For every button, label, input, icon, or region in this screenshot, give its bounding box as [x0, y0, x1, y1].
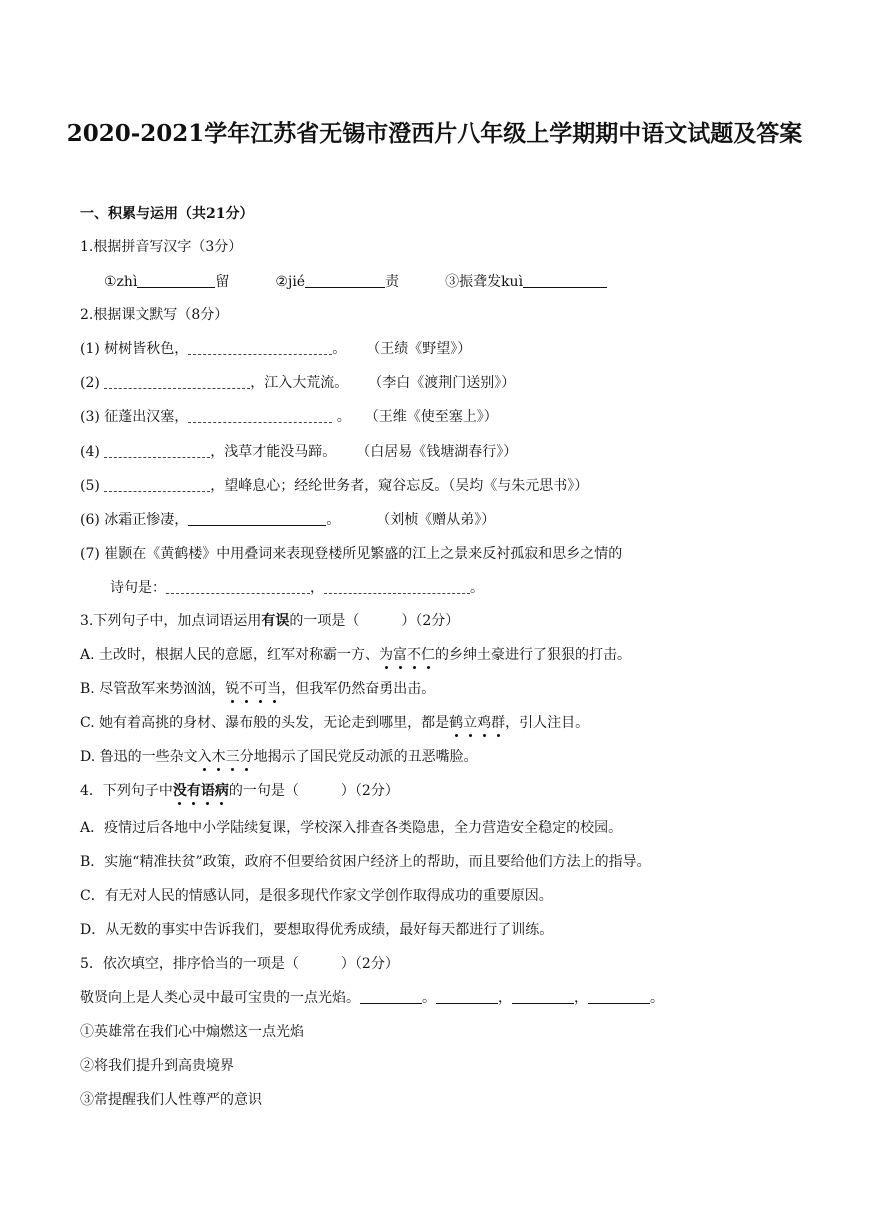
q5-item-3: ③常提醒我们人性尊严的意识 [80, 1092, 262, 1108]
answer-blank[interactable] [188, 339, 332, 355]
item-text: ，望峰息心；经纶世务者，窥谷忘反。 [210, 478, 449, 494]
item-text: ，浅草才能没马蹄。 [210, 444, 337, 460]
dotted-char: 仁 [421, 647, 436, 663]
item-source: （白居易《钱塘湖春行》） [356, 444, 518, 460]
item-source: （刘桢《赠从弟》） [376, 512, 496, 528]
punctuation: ， [574, 990, 588, 1006]
dotted-char: 鹤 [449, 715, 464, 731]
dotted-char: 可 [253, 681, 268, 697]
dotted-char: 为 [379, 647, 394, 663]
q3-option-d[interactable] [80, 747, 478, 767]
q5-item-2: ②将我们提升到高贵境界 [80, 1058, 234, 1074]
q1-a-label: ①zhì [104, 274, 138, 290]
q5-lead [80, 988, 664, 1008]
option-text: D. 鲁迅的一些杂文 [80, 749, 198, 765]
q4-option-d[interactable]: D．从无数的事实中告诉我们，要想取得优秀成绩，最好每天都进行了训练。 [80, 922, 554, 938]
dotted-char: 不 [239, 681, 254, 697]
q1-stem: 1.根据拼音写汉字（3分） [80, 239, 243, 255]
q2-item-4 [80, 442, 517, 462]
answer-blank[interactable] [188, 510, 326, 526]
q2-item-5 [80, 476, 588, 496]
stem-text: 4．下列句子中 [80, 783, 173, 799]
q1-b-label: ②jié [275, 274, 306, 290]
dotted-word [379, 647, 435, 663]
item-text: 。 [326, 512, 341, 528]
section-heading: 一、积累与运用（共21分） [80, 206, 254, 222]
item-number: (1) [80, 341, 100, 357]
item-source: （吴均《与朱元思书》） [448, 478, 589, 494]
item-text: ， [310, 580, 324, 596]
item-text: 。 [332, 341, 347, 357]
item-number: (2) [80, 375, 100, 391]
q2-item-7 [80, 544, 622, 564]
q1-a-blank[interactable] [137, 272, 215, 288]
item-number: (3) [80, 409, 100, 425]
q1-c-label: ③振聋发kuì [445, 274, 524, 290]
lead-text: 敬贤向上是人类心灵中最可宝贵的一点光焰。 [80, 990, 360, 1006]
item-number: (5) [80, 478, 100, 494]
answer-blank[interactable] [512, 988, 574, 1004]
item-text: 崔颢在《黄鹤楼》中用叠词来表现登楼所见繁盛的江上之景来反衬孤寂和思乡之情的 [104, 546, 623, 562]
q4-option-b[interactable]: B．实施“精准扶贫”政策，政府不但要给贫困户经济上的帮助，而且要给他们方法上的指导。 [80, 854, 651, 870]
stem-text: 3.下列句子中，加点词语运用 [80, 613, 262, 629]
item-number: (6) [80, 512, 100, 528]
stem-text: 的一项是（ ）（2分） [289, 613, 460, 629]
punctuation: ， [498, 990, 512, 1006]
dotted-char: 当 [267, 681, 282, 697]
dotted-char: 入 [197, 749, 212, 765]
answer-blank[interactable] [104, 373, 250, 389]
option-text: B. 尽管敌军来势汹汹， [80, 681, 226, 697]
q1-b-tail: 责 [385, 274, 400, 290]
dotted-char: 群 [491, 715, 506, 731]
dotted-char: 锐 [225, 681, 240, 697]
answer-blank[interactable] [436, 988, 498, 1004]
dotted-word [198, 749, 254, 765]
q1-b-blank[interactable] [305, 272, 385, 288]
q2-item-1 [80, 339, 471, 359]
q2-item-3 [80, 407, 498, 427]
punctuation: 。 [650, 990, 664, 1006]
dotted-char: 木 [211, 749, 226, 765]
item-text: 。 [470, 580, 484, 596]
q4-option-c[interactable]: C．有无对人民的情感认同，是很多现代作家文学创作取得成功的重要原因。 [80, 888, 553, 904]
q5-item-1: ①英雄常在我们心中煽燃这一点光焰 [80, 1024, 304, 1040]
stem-emphasis: 有误 [261, 613, 290, 629]
q2-stem: 2.根据课文默写（8分） [80, 307, 229, 323]
dotted-char: 没 [172, 783, 187, 799]
stem-text: 的一句是（ ）（2分） [228, 783, 399, 799]
dotted-char: 有 [186, 783, 201, 799]
q2-item-2 [80, 373, 515, 393]
q3-option-a[interactable] [80, 645, 631, 665]
q3-option-c[interactable] [80, 713, 589, 733]
answer-blank[interactable] [588, 988, 650, 1004]
q1-a-tail: 留 [215, 274, 230, 290]
answer-blank[interactable] [166, 578, 310, 594]
q1-c-blank[interactable] [523, 272, 607, 288]
q4-stem [80, 781, 399, 801]
punctuation: 。 [422, 990, 436, 1006]
q3-option-b[interactable] [80, 679, 435, 699]
q1-items [104, 272, 607, 292]
answer-blank[interactable] [188, 407, 332, 423]
item-text: 冰霜正惨凄， [104, 512, 189, 528]
item-number: (7) [80, 546, 100, 562]
answer-blank[interactable] [324, 578, 470, 594]
answer-blank[interactable] [104, 476, 210, 492]
option-text: C. 她有着高挑的身材、瀑布般的头发，无论走到哪里，都是 [80, 715, 450, 731]
option-text: ，但我军仍然奋勇出击。 [281, 681, 436, 697]
dotted-word [225, 681, 281, 697]
answer-blank[interactable] [104, 442, 210, 458]
item-text: 。 [336, 409, 351, 425]
item-number: (4) [80, 444, 100, 460]
dotted-char: 三 [225, 749, 240, 765]
dotted-char: 不 [407, 647, 422, 663]
option-text: ，引人注目。 [505, 715, 590, 731]
item-text: 树树皆秋色， [104, 341, 189, 357]
item-text: 征蓬出汉塞， [104, 409, 189, 425]
dotted-char: 富 [393, 647, 408, 663]
q3-stem [80, 611, 459, 631]
dotted-word [449, 715, 505, 731]
item-text: ，江入大荒流。 [250, 375, 349, 391]
stem-emphasis [173, 783, 229, 799]
q4-option-a[interactable]: A．疫情过后各地中小学陆续复课，学校深入排查各类隐患，全力营造安全稳定的校园。 [80, 820, 623, 836]
q5-stem: 5．依次填空，排序恰当的一项是（ ）（2分） [80, 956, 399, 972]
dotted-char: 鸡 [477, 715, 492, 731]
q2-item-7-answer [110, 578, 484, 598]
option-text: 地揭示了国民党反动派的丑恶嘴脸。 [253, 749, 478, 765]
dotted-char: 病 [214, 783, 229, 799]
item-text: 诗句是： [110, 580, 166, 596]
dotted-char: 语 [200, 783, 215, 799]
item-source: （王维《使至塞上》） [364, 409, 498, 425]
dotted-char: 分 [239, 749, 254, 765]
option-text: 的乡绅土豪进行了狠狠的打击。 [435, 647, 632, 663]
item-source: （李白《渡荆门送别》） [368, 375, 516, 391]
item-source: （王绩《野望》） [366, 341, 472, 357]
page-title: 2020-2021学年江苏省无锡市澄西片八年级上学期期中语文试题及答案 [66, 120, 803, 147]
option-text: A. 土改时，根据人民的意愿，红军对称霸一方、 [80, 647, 380, 663]
answer-blank[interactable] [360, 988, 422, 1004]
q2-item-6 [80, 510, 495, 530]
dotted-char: 立 [463, 715, 478, 731]
